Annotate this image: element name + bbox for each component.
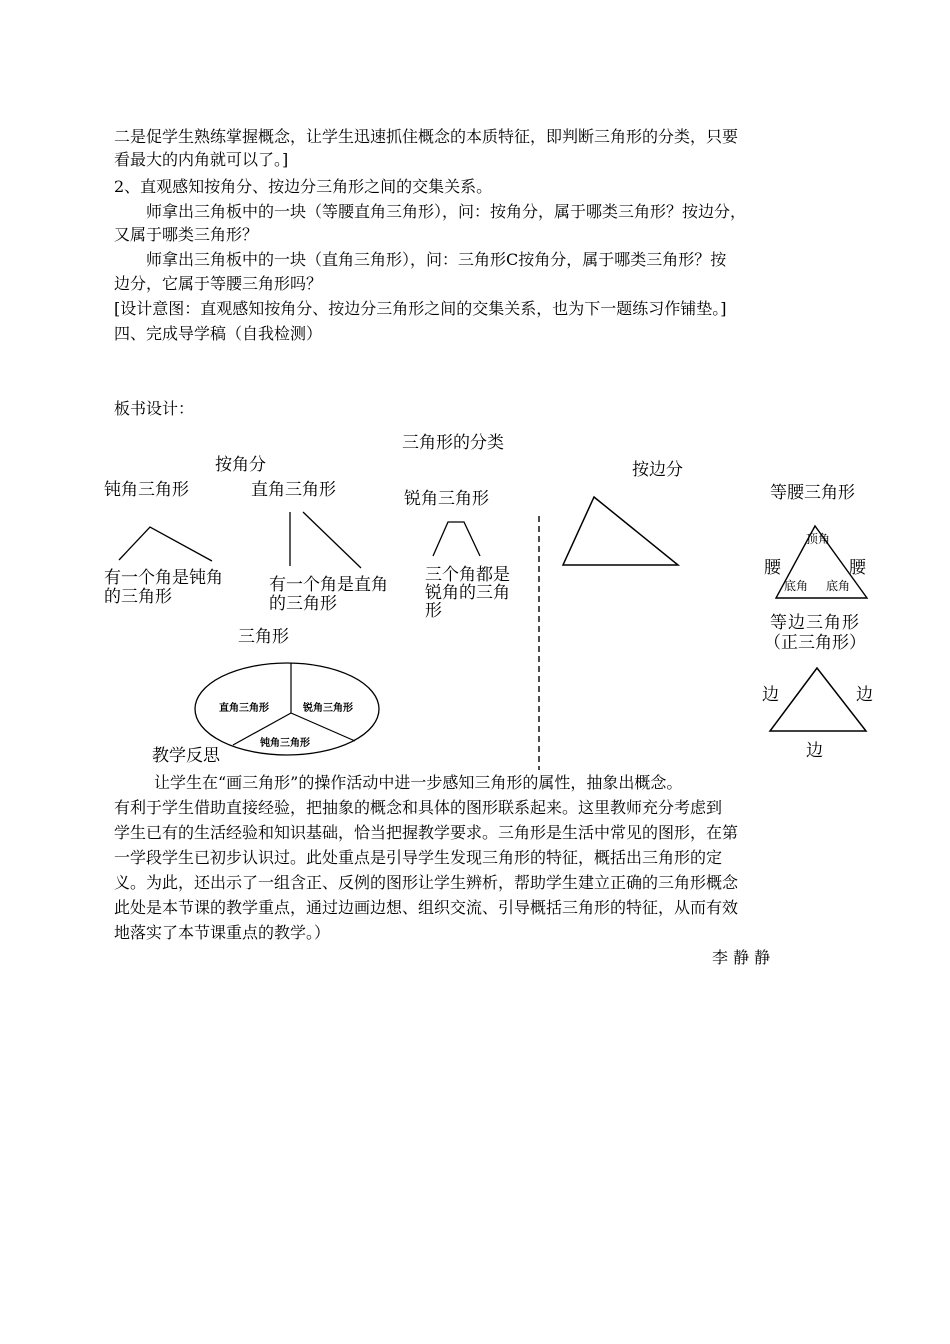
triangle-set-ellipse xyxy=(195,663,379,755)
obtuse-definition-1: 有一个角是钝角 xyxy=(104,568,223,588)
acute-branch xyxy=(433,522,480,556)
intro-line-3: 2、直观感知按角分、按边分三角形之间的交集关系。 xyxy=(114,177,493,196)
pie-obtuse-label: 钝角三角形 xyxy=(260,738,310,749)
side-bottom-label: 边 xyxy=(806,741,823,761)
base-angle-left-label: 底角 xyxy=(784,579,809,593)
intro-line-1: 二是促学生熟练掌握概念，让学生迅速抓住概念的本质特征，即判断三角形的分类，只要 xyxy=(114,127,739,146)
acute-definition-2: 锐角的三角 xyxy=(425,583,510,603)
obtuse-triangle-label: 钝角三角形 xyxy=(104,480,189,500)
base-angle-right-label: 底角 xyxy=(826,579,851,593)
scalene-triangle-shape xyxy=(563,497,678,565)
equilateral-triangle-shape xyxy=(770,668,866,731)
waist-left-label: 腰 xyxy=(764,558,781,578)
side-left-label: 边 xyxy=(762,685,779,705)
right-triangle-label: 直角三角形 xyxy=(251,480,336,500)
side-right-label: 边 xyxy=(856,685,873,705)
reflection-line-1: 让学生在“画三角形”的操作活动中进一步感知三角形的属性，抽象出概念。 xyxy=(154,773,683,792)
acute-definition-1: 三个角都是 xyxy=(425,565,510,585)
apex-angle-label: 顶角 xyxy=(806,532,831,546)
reflection-line-4: 一学段学生已初步认识过。此处重点是引导学生发现三角形的特征，概括出三角形的定 xyxy=(114,848,723,867)
pie-acute-label: 锐角三角形 xyxy=(303,703,353,714)
isosceles-label: 等腰三角形 xyxy=(770,483,855,503)
intro-line-7: 边分，它属于等腰三角形吗？ xyxy=(114,274,323,293)
by-side-label: 按边分 xyxy=(632,460,683,480)
by-angle-label: 按角分 xyxy=(215,455,266,475)
reflection-line-3: 学生已有的生活经验和知识基础，恰当把握教学要求。三角形是生活中常见的图形，在第 xyxy=(114,823,739,842)
intro-line-9: 四、完成导学稿（自我检测） xyxy=(114,324,323,343)
intro-line-5: 又属于哪类三角形？ xyxy=(114,225,259,244)
reflection-line-6: 此处是本节课的教学重点，通过边画边想、组织交流、引导概括三角形的特征，从而有效 xyxy=(114,898,739,917)
right-branch-right xyxy=(303,512,361,568)
waist-right-label: 腰 xyxy=(849,558,866,578)
right-definition-2: 的三角形 xyxy=(269,594,337,614)
author-name: 李 静 静 xyxy=(712,948,771,967)
board-title: 三角形的分类 xyxy=(402,433,504,453)
regular-triangle-label: （正三角形） xyxy=(764,633,866,653)
reflection-line-2: 有利于学生借助直接经验，把抽象的概念和具体的图形联系起来。这里教师充分考虑到 xyxy=(114,798,723,817)
intro-line-2: 看最大的内角就可以了。] xyxy=(114,150,289,169)
reflection-heading: 教学反思 xyxy=(152,746,220,766)
acute-definition-3: 形 xyxy=(425,601,442,621)
intro-line-8: [设计意图：直观感知按角分、按边分三角形之间的交集关系，也为下一题练习作铺垫。] xyxy=(114,299,727,318)
isosceles-triangle-shape xyxy=(776,526,867,598)
equilateral-label: 等边三角形 xyxy=(770,613,860,633)
reflection-line-5: 义。为此，还出示了一组含正、反例的图形让学生辨析，帮助学生建立正确的三角形概念 xyxy=(114,873,739,892)
obtuse-branch xyxy=(119,527,212,561)
pie-divider-right xyxy=(291,713,355,741)
intro-line-4: 师拿出三角板中的一块（等腰直角三角形），问：按角分，属于哪类三角形？按边分， xyxy=(146,202,747,221)
obtuse-definition-2: 的三角形 xyxy=(104,587,172,607)
board-label: 板书设计： xyxy=(114,399,195,418)
pie-divider-left xyxy=(233,713,291,745)
acute-triangle-label: 锐角三角形 xyxy=(404,489,489,509)
pie-right-label: 直角三角形 xyxy=(219,703,269,714)
intro-line-6: 师拿出三角板中的一块（直角三角形），问：三角形C按角分，属于哪类三角形？按 xyxy=(146,250,727,269)
reflection-line-7: 地落实了本节课重点的教学。） xyxy=(114,923,331,942)
right-definition-1: 有一个角是直角 xyxy=(269,575,388,595)
triangle-set-label: 三角形 xyxy=(238,627,289,647)
